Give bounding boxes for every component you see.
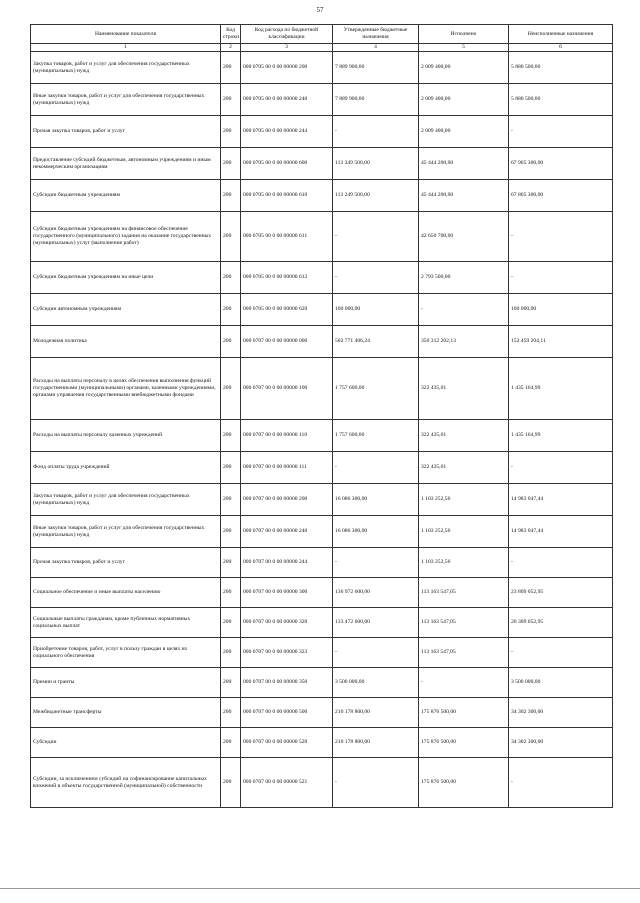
- expense-code: 000 0707 00 0 00 00000 350: [241, 668, 333, 698]
- column-number: 3: [241, 44, 333, 52]
- expense-code: 000 0707 00 0 00 00000 100: [241, 358, 333, 420]
- line-code: 200: [221, 608, 241, 638]
- unexecuted-amount: 67 805 300,00: [509, 180, 613, 212]
- indicator-name: Премии и гранты: [31, 668, 221, 698]
- indicator-name: Социальное обеспечение и иные выплаты населению: [31, 578, 221, 608]
- indicator-name: Предоставление субсидий бюджетным, автономным учреждениям и иным некоммерческим организациям: [31, 148, 221, 180]
- header-approved: Утвержденные бюджетные назначения: [333, 25, 419, 44]
- unexecuted-amount: -: [509, 212, 613, 262]
- table-row: [31, 84, 613, 116]
- table-row: [31, 148, 613, 180]
- executed-amount: 322 435,01: [419, 420, 509, 452]
- table-row: [31, 578, 613, 608]
- approved-amount: 7 889 900,00: [333, 52, 419, 84]
- expense-code: 000 0707 00 0 00 00000 300: [241, 578, 333, 608]
- expense-code: 000 0705 00 0 00 00000 620: [241, 294, 333, 326]
- unexecuted-amount: 67 905 300,00: [509, 148, 613, 180]
- header-row: [31, 25, 613, 44]
- column-number: 5: [419, 44, 509, 52]
- line-code: 200: [221, 180, 241, 212]
- table-row: [31, 262, 613, 294]
- approved-amount: 133 472 600,00: [333, 608, 419, 638]
- indicator-name: Субсидии бюджетным учреждениям на иные цели: [31, 262, 221, 294]
- indicator-name: Расходы на выплаты персоналу в целях обеспечения выполнения функций государственными (муниципальными) органами, казенными учреждениями, органами управления государственными внебюджетными фондами: [31, 358, 221, 420]
- indicator-name: Молодежная политика: [31, 326, 221, 358]
- executed-amount: 113 163 547,05: [419, 608, 509, 638]
- table-row: [31, 212, 613, 262]
- approved-amount: 136 972 600,00: [333, 578, 419, 608]
- executed-amount: -: [419, 294, 509, 326]
- table-row: [31, 728, 613, 758]
- executed-amount: 175 876 500,00: [419, 698, 509, 728]
- table-row: [31, 698, 613, 728]
- executed-amount: 45 444 200,00: [419, 180, 509, 212]
- table-row: [31, 326, 613, 358]
- expense-code: 000 0707 00 0 00 00000 520: [241, 728, 333, 758]
- expense-code: 000 0705 00 0 00 00000 200: [241, 52, 333, 84]
- expense-code: 000 0705 00 0 00 00000 240: [241, 84, 333, 116]
- unexecuted-amount: -: [509, 548, 613, 578]
- page-number: 57: [316, 6, 324, 14]
- approved-amount: 1 757 600,00: [333, 358, 419, 420]
- executed-amount: 322 435,01: [419, 452, 509, 484]
- executed-amount: 175 876 500,00: [419, 758, 509, 808]
- table-row: [31, 758, 613, 808]
- page-bottom-rule: [0, 888, 640, 889]
- indicator-name: Прочая закупка товаров, работ и услуг: [31, 548, 221, 578]
- column-number: 6: [509, 44, 613, 52]
- header-executed: Исполнено: [419, 25, 509, 44]
- indicator-name: Субсидии: [31, 728, 221, 758]
- unexecuted-amount: 34 302 300,00: [509, 728, 613, 758]
- approved-amount: 210 178 800,00: [333, 698, 419, 728]
- executed-amount: 113 163 547,05: [419, 638, 509, 668]
- line-code: 200: [221, 358, 241, 420]
- unexecuted-amount: -: [509, 452, 613, 484]
- unexecuted-amount: 1 435 164,99: [509, 420, 613, 452]
- indicator-name: Закупка товаров, работ и услуг для обеспечения государственных (муниципальных) нужд: [31, 52, 221, 84]
- executed-amount: 42 650 700,00: [419, 212, 509, 262]
- approved-amount: 1 757 600,00: [333, 420, 419, 452]
- approved-amount: -: [333, 548, 419, 578]
- line-code: 200: [221, 84, 241, 116]
- approved-amount: 502 771 406,24: [333, 326, 419, 358]
- table-row: [31, 548, 613, 578]
- approved-amount: 16 086 300,00: [333, 516, 419, 548]
- unexecuted-amount: -: [509, 638, 613, 668]
- indicator-name: Расходы на выплаты персоналу казенных учреждений: [31, 420, 221, 452]
- executed-amount: 113 163 547,05: [419, 578, 509, 608]
- expense-code: 000 0707 00 0 00 00000 323: [241, 638, 333, 668]
- executed-amount: 45 444 200,00: [419, 148, 509, 180]
- line-code: 200: [221, 326, 241, 358]
- executed-amount: 175 876 500,00: [419, 728, 509, 758]
- approved-amount: -: [333, 758, 419, 808]
- table-row: [31, 638, 613, 668]
- line-code: 200: [221, 668, 241, 698]
- line-code: 200: [221, 578, 241, 608]
- expense-code: 000 0707 00 0 00 00000 000: [241, 326, 333, 358]
- executed-amount: 1 103 252,56: [419, 548, 509, 578]
- table-row: [31, 420, 613, 452]
- unexecuted-amount: 14 983 047,44: [509, 484, 613, 516]
- indicator-name: Субсидии бюджетным учреждениям на финансовое обеспечение государственного (муниципального) задания на оказание государственных (муниципальных) услуг (выполнение работ): [31, 212, 221, 262]
- table-row: [31, 668, 613, 698]
- approved-amount: 113 249 500,00: [333, 180, 419, 212]
- line-code: 200: [221, 452, 241, 484]
- line-code: 200: [221, 484, 241, 516]
- line-code: 200: [221, 148, 241, 180]
- expense-code: 000 0707 00 0 00 00000 500: [241, 698, 333, 728]
- line-code: 200: [221, 420, 241, 452]
- indicator-name: Субсидии бюджетным учреждениям: [31, 180, 221, 212]
- column-number: 1: [31, 44, 221, 52]
- table-row: [31, 608, 613, 638]
- expense-code: 000 0707 00 0 00 00000 240: [241, 516, 333, 548]
- table-row: [31, 358, 613, 420]
- column-number: 4: [333, 44, 419, 52]
- expense-code: 000 0707 00 0 00 00000 111: [241, 452, 333, 484]
- indicator-name: Межбюджетные трансферты: [31, 698, 221, 728]
- unexecuted-amount: 14 983 047,44: [509, 516, 613, 548]
- header-unexecuted: Неисполненные назначения: [509, 25, 613, 44]
- approved-amount: 113 349 500,00: [333, 148, 419, 180]
- approved-amount: 3 500 000,00: [333, 668, 419, 698]
- expense-code: 000 0707 00 0 00 00000 110: [241, 420, 333, 452]
- indicator-name: Субсидии, за исключением субсидий на софинансирование капитальных вложений в объекты государственной (муниципальной) собственности: [31, 758, 221, 808]
- unexecuted-amount: -: [509, 116, 613, 148]
- unexecuted-amount: 152 459 204,11: [509, 326, 613, 358]
- unexecuted-amount: 5 880 500,00: [509, 52, 613, 84]
- executed-amount: -: [419, 668, 509, 698]
- line-code: 200: [221, 638, 241, 668]
- unexecuted-amount: -: [509, 262, 613, 294]
- executed-amount: 1 103 252,56: [419, 484, 509, 516]
- expense-code: 000 0705 00 0 00 00000 612: [241, 262, 333, 294]
- line-code: 200: [221, 728, 241, 758]
- expense-code: 000 0707 00 0 00 00000 320: [241, 608, 333, 638]
- executed-amount: 2 009 400,00: [419, 52, 509, 84]
- expense-code: 000 0705 00 0 00 00000 610: [241, 180, 333, 212]
- column-number: 2: [221, 44, 241, 52]
- line-code: 200: [221, 294, 241, 326]
- indicator-name: Прочая закупка товаров, работ и услуг: [31, 116, 221, 148]
- executed-amount: 322 435,01: [419, 358, 509, 420]
- table-row: [31, 52, 613, 84]
- approved-amount: 16 086 300,00: [333, 484, 419, 516]
- indicator-name: Иные закупки товаров, работ и услуг для обеспечения государственных (муниципальных) нужд: [31, 84, 221, 116]
- executed-amount: 1 103 252,56: [419, 516, 509, 548]
- expense-code: 000 0705 00 0 00 00000 244: [241, 116, 333, 148]
- unexecuted-amount: 20 309 052,95: [509, 608, 613, 638]
- table-row: [31, 116, 613, 148]
- approved-amount: -: [333, 212, 419, 262]
- approved-amount: -: [333, 116, 419, 148]
- header-indicator-name: Наименование показателя: [31, 25, 221, 44]
- approved-amount: 210 178 800,00: [333, 728, 419, 758]
- executed-amount: 350 312 202,13: [419, 326, 509, 358]
- line-code: 200: [221, 758, 241, 808]
- executed-amount: 2 793 500,00: [419, 262, 509, 294]
- line-code: 200: [221, 212, 241, 262]
- unexecuted-amount: 5 880 500,00: [509, 84, 613, 116]
- line-code: 200: [221, 698, 241, 728]
- budget-execution-table: [30, 24, 613, 808]
- expense-code: 000 0707 00 0 00 00000 244: [241, 548, 333, 578]
- executed-amount: 2 009 400,00: [419, 116, 509, 148]
- expense-code: 000 0707 00 0 00 00000 521: [241, 758, 333, 808]
- header-expense-code: Код расхода по бюджетной классификации: [241, 25, 333, 44]
- table-row: [31, 452, 613, 484]
- column-number-row: [31, 44, 613, 52]
- header-line-code: Код строки: [221, 25, 241, 44]
- indicator-name: Закупка товаров, работ и услуг для обеспечения государственных (муниципальных) нужд: [31, 484, 221, 516]
- unexecuted-amount: 1 435 164,99: [509, 358, 613, 420]
- line-code: 200: [221, 52, 241, 84]
- table-row: [31, 294, 613, 326]
- expense-code: 000 0705 00 0 00 00000 600: [241, 148, 333, 180]
- approved-amount: -: [333, 638, 419, 668]
- approved-amount: -: [333, 262, 419, 294]
- indicator-name: Субсидии автономным учреждениям: [31, 294, 221, 326]
- expense-code: 000 0707 00 0 00 00000 200: [241, 484, 333, 516]
- indicator-name: Иные закупки товаров, работ и услуг для обеспечения государственных (муниципальных) нужд: [31, 516, 221, 548]
- approved-amount: 7 889 900,00: [333, 84, 419, 116]
- line-code: 200: [221, 116, 241, 148]
- unexecuted-amount: -: [509, 758, 613, 808]
- indicator-name: Фонд оплаты труда учреждений: [31, 452, 221, 484]
- indicator-name: Социальные выплаты гражданам, кроме публичных нормативных социальных выплат: [31, 608, 221, 638]
- table-row: [31, 516, 613, 548]
- unexecuted-amount: 100 000,00: [509, 294, 613, 326]
- line-code: 200: [221, 516, 241, 548]
- table-row: [31, 180, 613, 212]
- approved-amount: -: [333, 452, 419, 484]
- line-code: 200: [221, 262, 241, 294]
- unexecuted-amount: 23 809 052,95: [509, 578, 613, 608]
- table-row: [31, 484, 613, 516]
- unexecuted-amount: 34 302 300,00: [509, 698, 613, 728]
- executed-amount: 2 009 400,00: [419, 84, 509, 116]
- approved-amount: 100 000,00: [333, 294, 419, 326]
- line-code: 200: [221, 548, 241, 578]
- expense-code: 000 0705 00 0 00 00000 611: [241, 212, 333, 262]
- unexecuted-amount: 3 500 000,00: [509, 668, 613, 698]
- indicator-name: Приобретение товаров, работ, услуг в пользу граждан в целях их социального обеспечения: [31, 638, 221, 668]
